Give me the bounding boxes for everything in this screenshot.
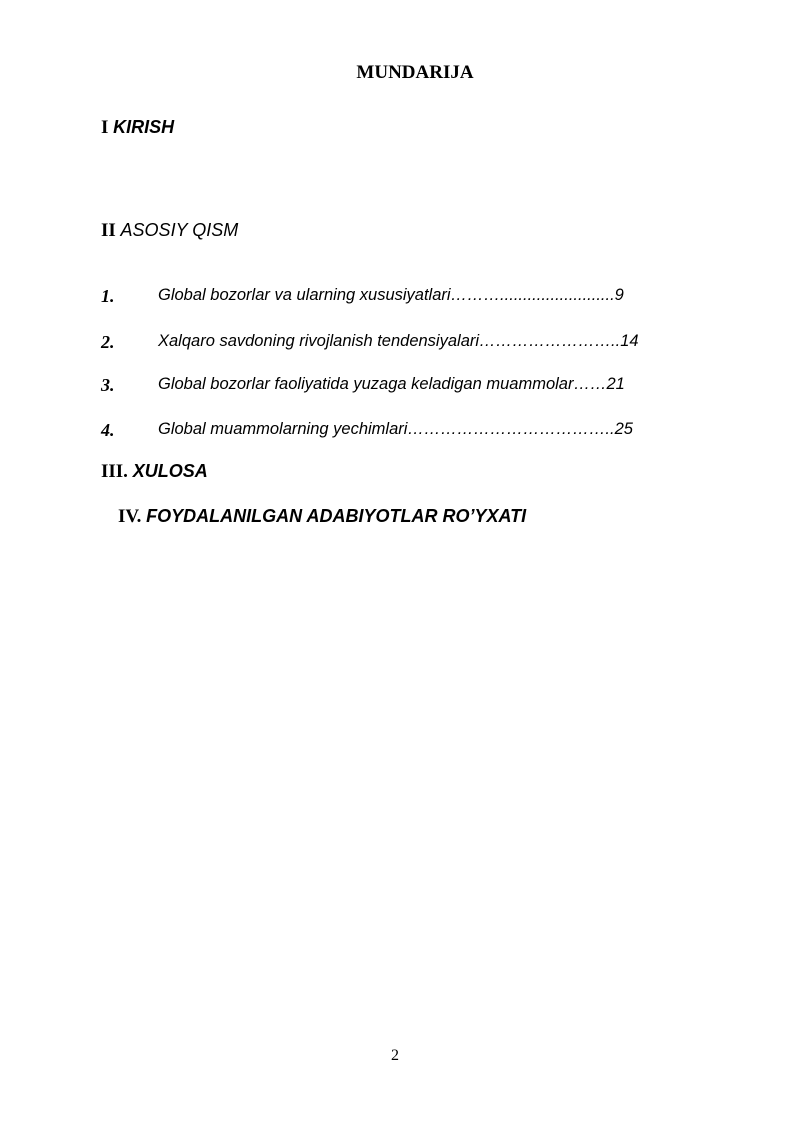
toc-item-number: 4.: [101, 420, 115, 440]
section-kirish: [101, 117, 174, 139]
toc-item-text: Global bozorlar faoliyatida yuzaga keladigan muammolar……21: [158, 375, 625, 393]
section-label: ASOSIY QISM: [120, 220, 239, 240]
section-label: FOYDALANILGAN ADABIYOTLAR RO’YXATI: [146, 506, 527, 526]
toc-item-text: Global muammolarning yechimlari………………………………..25: [158, 420, 633, 438]
section-label: KIRISH: [113, 117, 175, 137]
toc-item-text: Xalqaro savdoning rivojlanish tendensiyalari……………………..14: [158, 332, 639, 350]
section-number: I: [101, 117, 109, 138]
section-asosiy-qism: [101, 220, 238, 242]
section-xulosa: [101, 461, 208, 483]
toc-item-text: Global bozorlar va ularning xususiyatlari……….........................9: [158, 286, 624, 304]
toc-item-number: 3.: [101, 375, 115, 395]
page-title: MUNDARIJA: [356, 62, 474, 83]
section-adabiyotlar: [118, 506, 526, 528]
section-number: III.: [101, 461, 128, 482]
section-label: XULOSA: [132, 461, 208, 481]
section-number: II: [101, 220, 116, 241]
page-number: 2: [391, 1047, 399, 1064]
toc-item-number: 2.: [101, 332, 115, 352]
section-number: IV.: [118, 506, 142, 527]
toc-item-number: 1.: [101, 286, 115, 306]
